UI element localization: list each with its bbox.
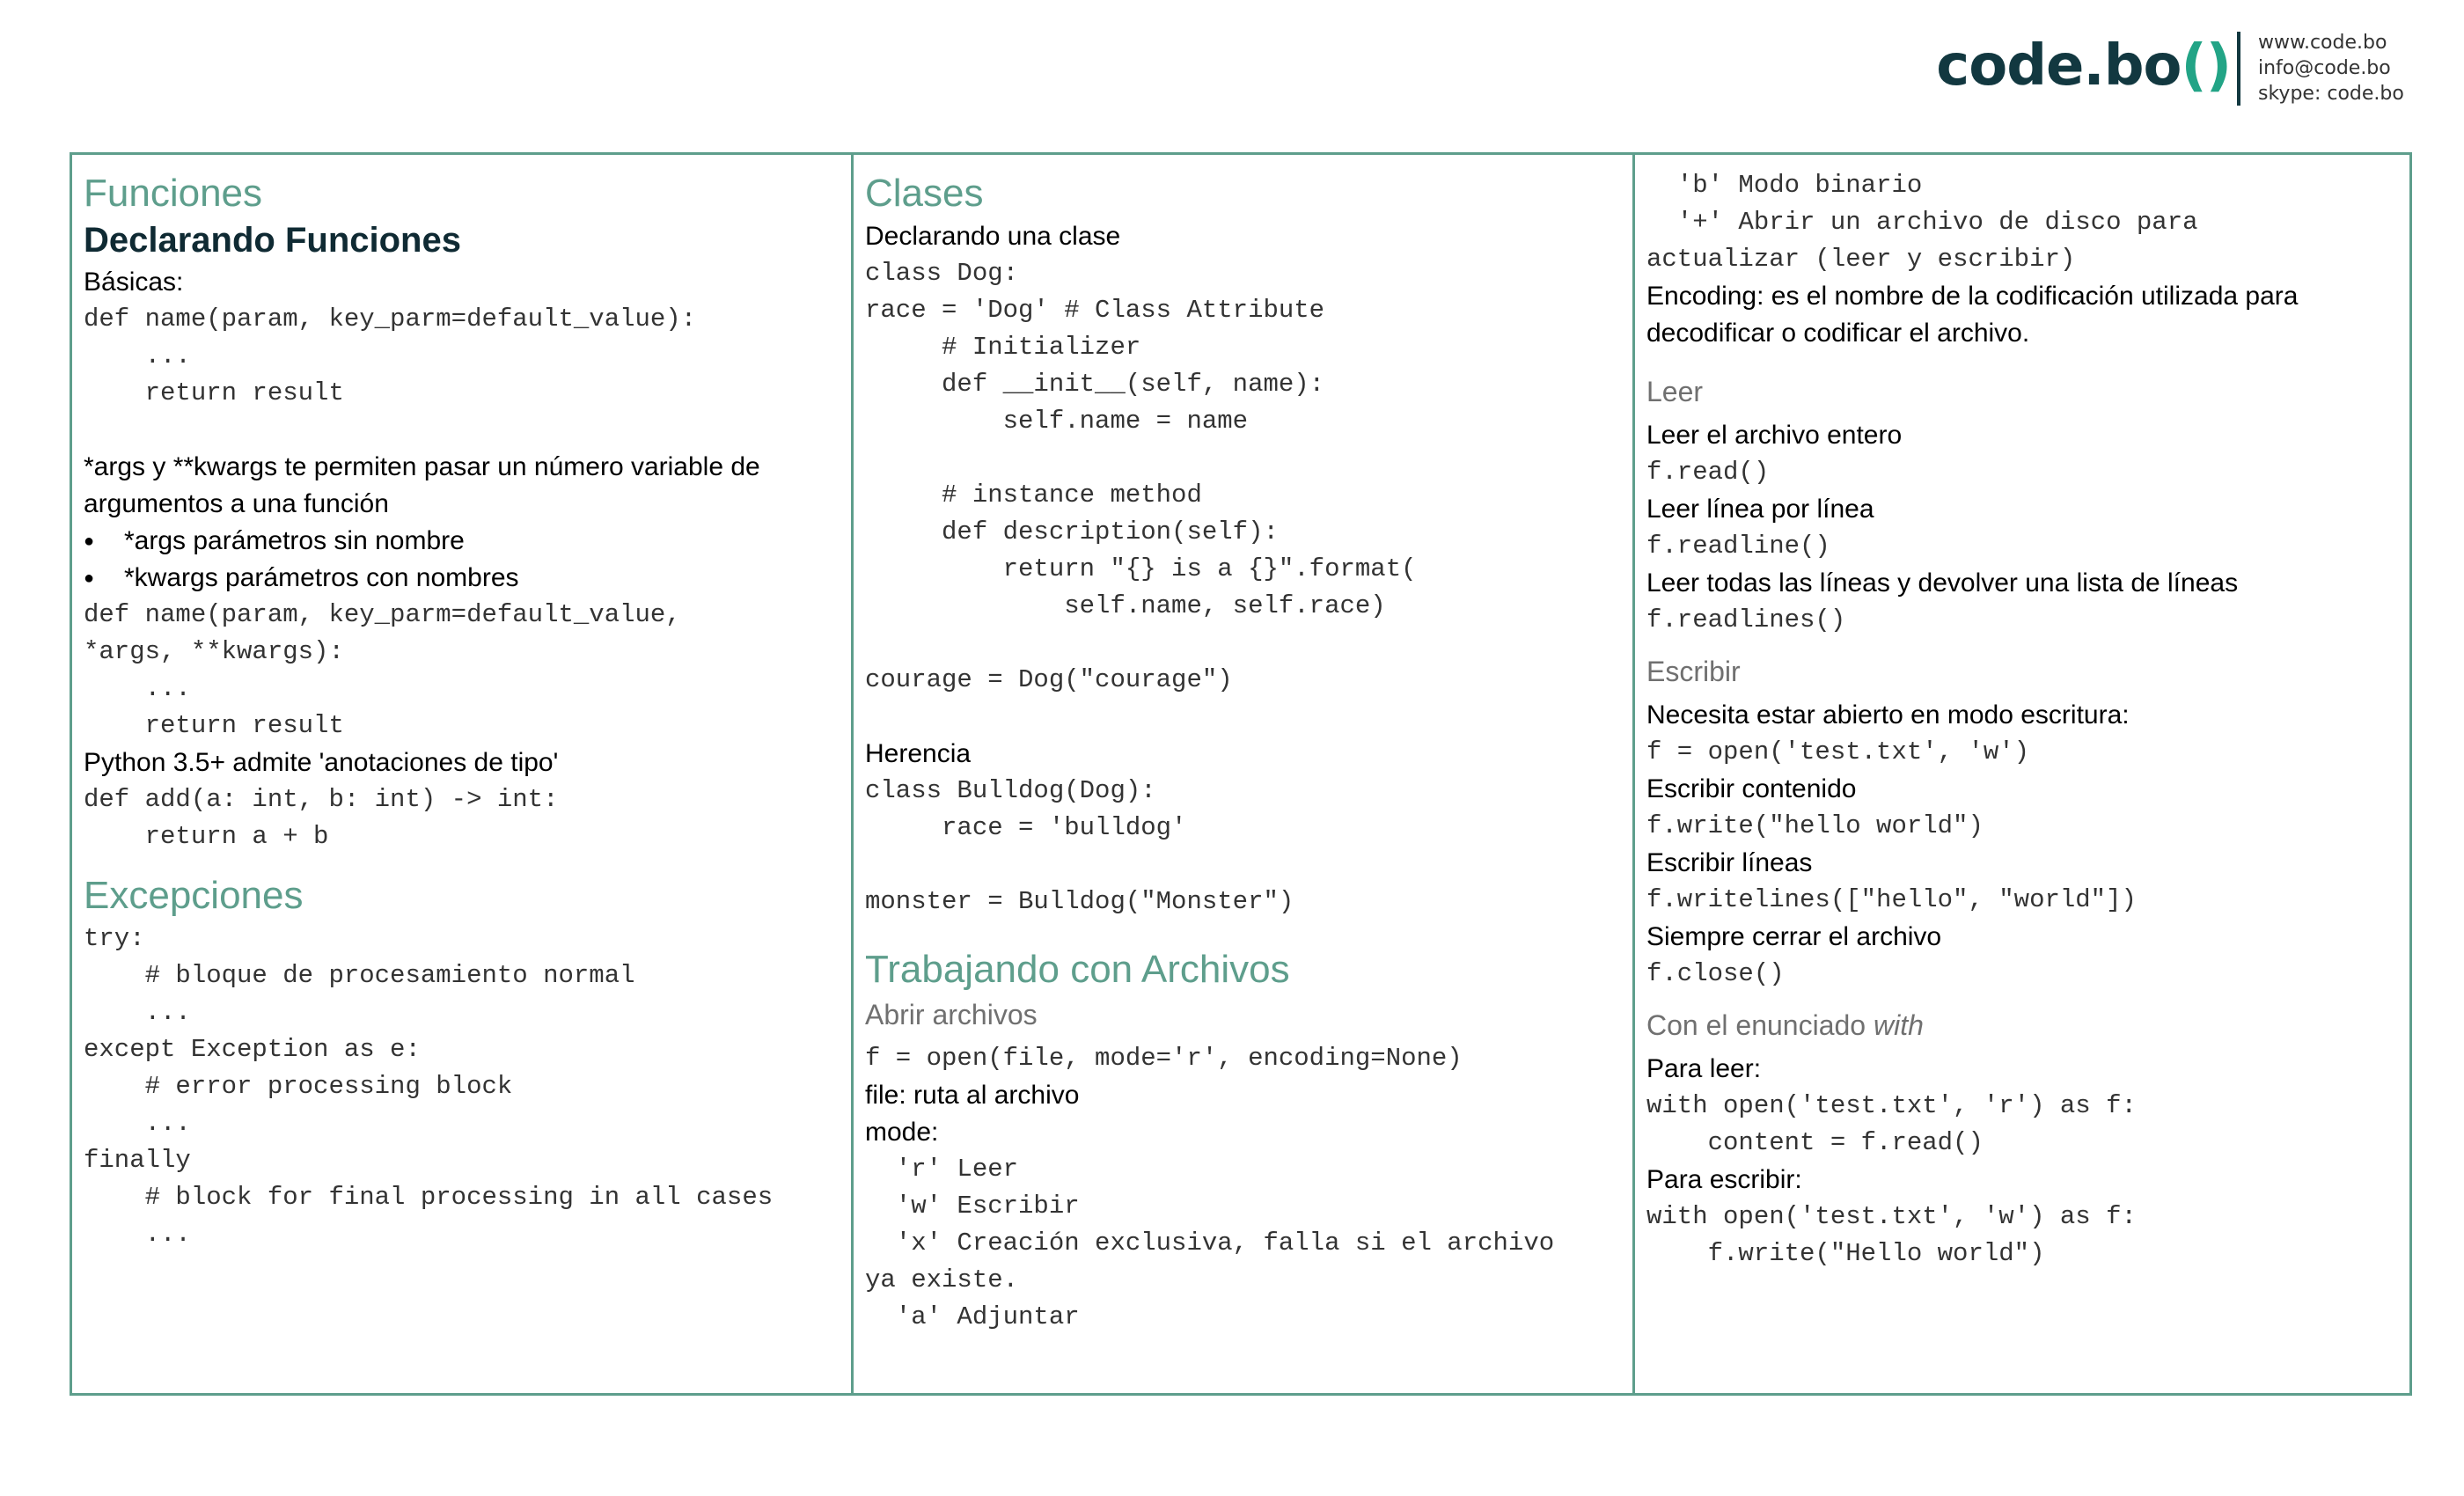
subtitle-declarando-funciones: Declarando Funciones — [84, 221, 461, 260]
text-mode-param: mode: — [865, 1118, 939, 1147]
text-declarando-clase: Declarando una clase — [865, 222, 1121, 251]
section-title-archivos: Trabajando con Archivos — [865, 948, 1290, 991]
spacer — [84, 412, 840, 449]
logo-text: code.bo — [1936, 33, 2182, 99]
subtitle-leer: Leer — [1646, 376, 1704, 407]
contact-skype[interactable]: skype: code.bo — [2258, 83, 2404, 105]
text-type-annotations: Python 3.5+ admite 'anotaciones de tipo' — [84, 748, 559, 777]
text-modo-escritura: Necesita estar abierto en modo escritura: — [1646, 700, 2130, 730]
subtitle-escribir: Escribir — [1646, 656, 1741, 687]
subtitle-with-statement — [1646, 1007, 2399, 1044]
text-leer-todas: Leer todas las líneas y devolver una lista de líneas — [1646, 568, 2239, 598]
code-file-modes: 'r' Leer 'w' Escribir 'x' Creación exclusiva, falla si el archivo ya existe. 'a' Adjuntar — [865, 1155, 1555, 1331]
cheat-sheet-table — [70, 152, 2412, 1396]
code-write: f.write("hello world") — [1646, 811, 1984, 840]
section-title-funciones: Funciones — [84, 172, 263, 215]
label-basicas: Básicas: — [84, 268, 184, 297]
code-class-bulldog: class Bulldog(Dog): race = 'bulldog' monster = Bulldog("Monster") — [865, 776, 1294, 916]
code-open-write: f = open('test.txt', 'w') — [1646, 737, 2030, 766]
code-read: f.read() — [1646, 458, 1770, 487]
code-args-function: def name(param, key_parm=default_value, *args, **kwargs): ... return result — [84, 600, 681, 740]
logo-parens: () — [2181, 33, 2231, 99]
column-archivos — [1635, 155, 2409, 1393]
section-title-clases: Clases — [865, 172, 984, 215]
contact-website[interactable]: www.code.bo — [2258, 32, 2387, 54]
code-try-except: try: # bloque de procesamiento normal ... except Exception as e: # error processing block ... finally # block for final processing in all cases ... — [84, 924, 774, 1249]
with-title-keyword: with — [1873, 1009, 1924, 1041]
text-para-leer: Para leer: — [1646, 1054, 1762, 1083]
code-open-file: f = open(file, mode='r', encoding=None) — [865, 1044, 1463, 1073]
code-readlines: f.readlines() — [1646, 605, 1846, 634]
column-funciones — [72, 155, 854, 1393]
text-args-kwargs: *args y **kwargs te permiten pasar un número variable de argumentos a una función — [84, 452, 760, 518]
text-para-escribir: Para escribir: — [1646, 1165, 1802, 1194]
text-escribir-lineas: Escribir líneas — [1646, 848, 1813, 877]
code-close: f.close() — [1646, 959, 1785, 988]
code-with-read: with open('test.txt', 'r') as f: content = f.read() — [1646, 1091, 2137, 1157]
code-with-write: with open('test.txt', 'w') as f: f.write("Hello world") — [1646, 1202, 2137, 1268]
header-divider — [2237, 32, 2240, 106]
text-leer-linea: Leer línea por línea — [1646, 495, 1874, 524]
code-add-function: def add(a: int, b: int) -> int: return a + b — [84, 785, 559, 851]
code-writelines: f.writelines(["hello", "world"]) — [1646, 885, 2137, 914]
contact-email[interactable]: info@code.bo — [2258, 57, 2391, 79]
code-basic-function: def name(param, key_parm=default_value): ... return result — [84, 304, 697, 407]
text-cerrar-archivo: Siempre cerrar el archivo — [1646, 922, 1942, 951]
label-herencia: Herencia — [865, 739, 972, 768]
column-clases — [854, 155, 1635, 1393]
logo — [1936, 26, 2231, 106]
with-title-prefix: Con el enunciado — [1646, 1009, 1874, 1041]
contact-info — [2258, 30, 2404, 106]
bullet-kwargs: ● *kwargs parámetros con nombres — [124, 560, 840, 597]
subtitle-abrir-archivos: Abrir archivos — [865, 999, 1038, 1030]
bullet-args: ● *args parámetros sin nombre — [124, 523, 840, 560]
text-escribir-contenido: Escribir contenido — [1646, 774, 1857, 803]
text-encoding: Encoding: es el nombre de la codificación utilizada para decodificar o codificar el archivo. — [1646, 282, 2299, 348]
code-class-dog: class Dog: race = 'Dog' # Class Attribute # Initializer def __init__(self, name): self.name = name # instance method def description(self): return "{} is a {}".format( self.name, self.race) courage = Dog("courage") — [865, 259, 1417, 694]
args-bullet-list — [84, 523, 840, 597]
text-leer-entero: Leer el archivo entero — [1646, 421, 1903, 450]
code-readline: f.readline() — [1646, 532, 1830, 561]
spacer — [865, 699, 1622, 736]
text-file-param: file: ruta al archivo — [865, 1081, 1080, 1110]
code-file-modes-continued: 'b' Modo binario '+' Abrir un archivo de disco para actualizar (leer y escribir) — [1646, 171, 2198, 274]
section-title-excepciones: Excepciones — [84, 874, 304, 917]
